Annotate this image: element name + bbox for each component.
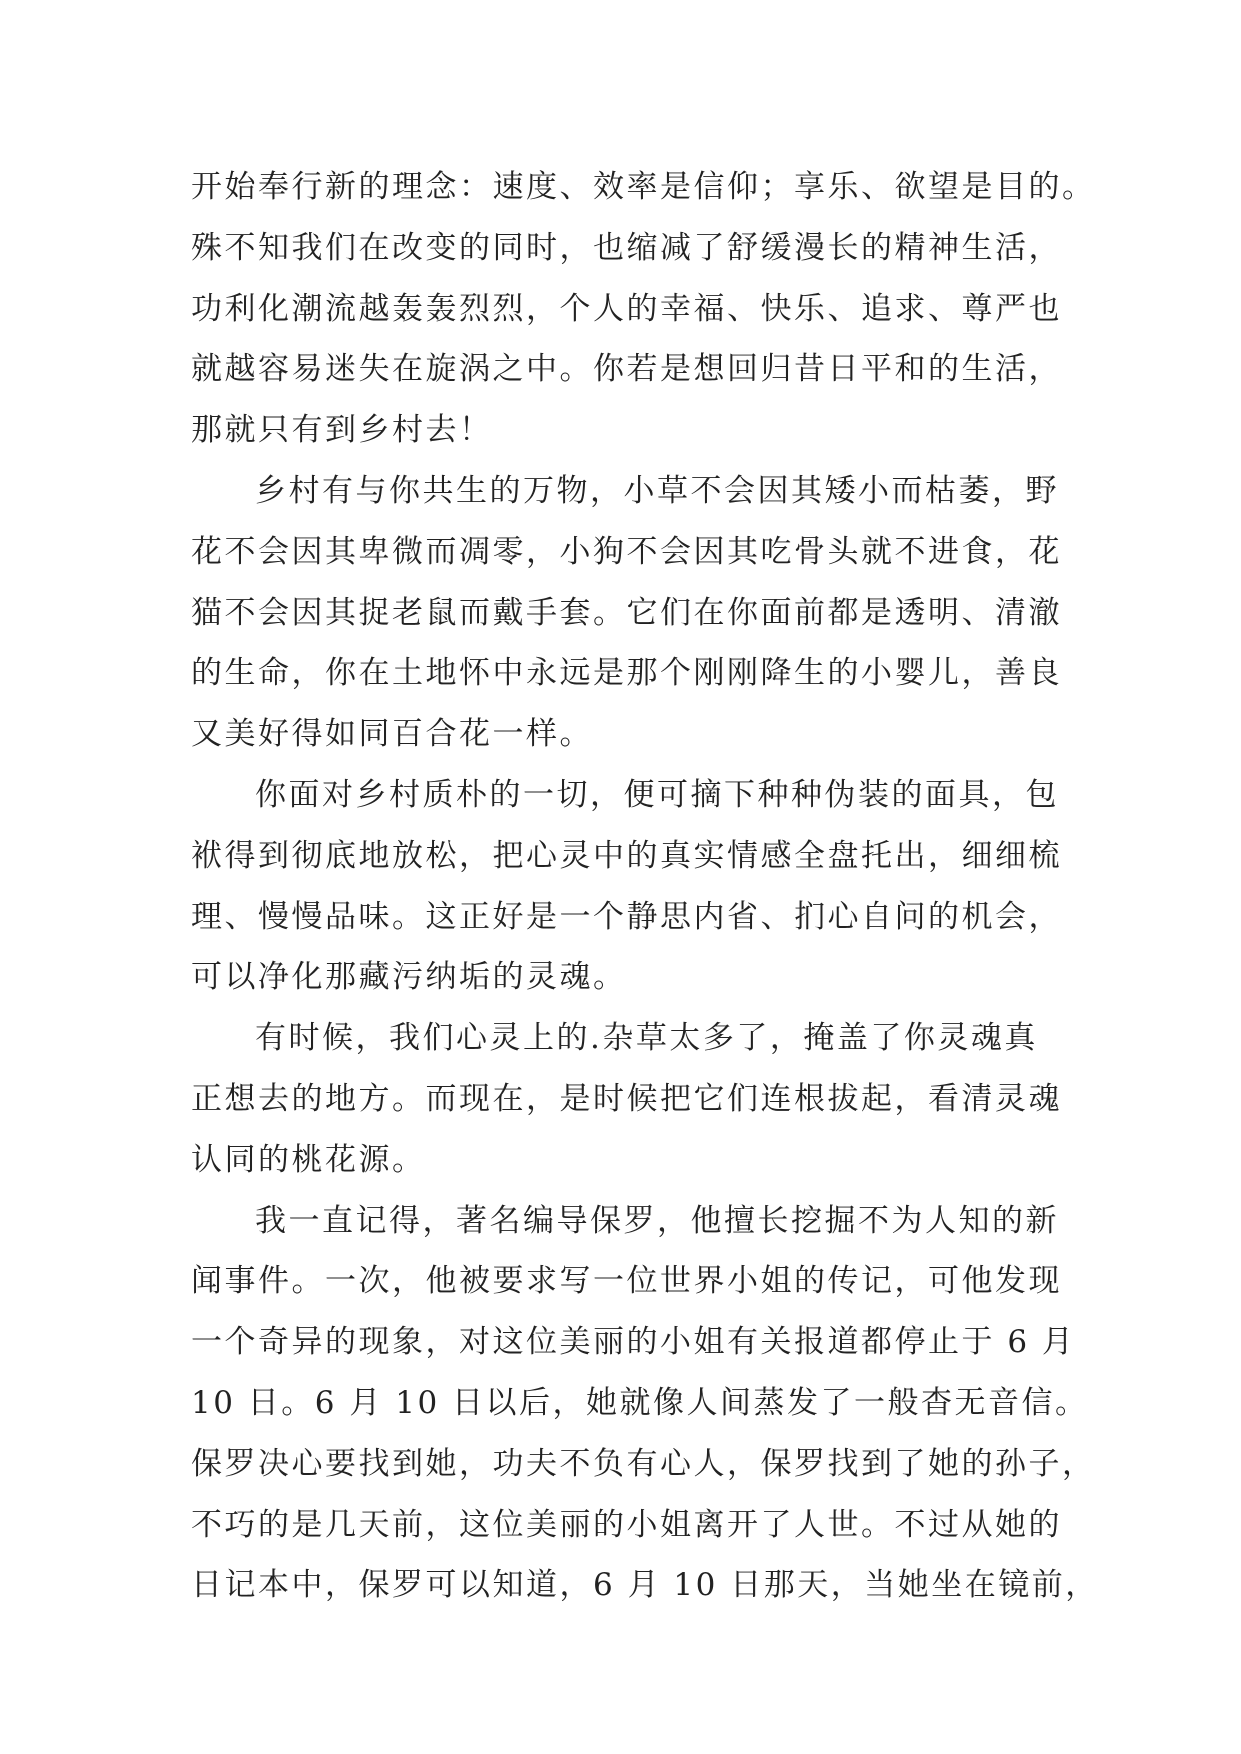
paragraph [191, 157, 1096, 461]
text-line: 保罗决心要找到她，功夫不负有心人，保罗找到了她的孙子， [191, 1445, 1096, 1482]
text-line: 一个奇异的现象，对这位美丽的小姐有关报道都停止于 6 月 [191, 1324, 1076, 1361]
text-line: 乡村有与你共生的万物，小草不会因其矮小而枯萎，野 [255, 472, 1059, 509]
text-line: 有时候，我们心灵上的.杂草太多了，掩盖了你灵魂真 [255, 1020, 1038, 1057]
paragraph [191, 1008, 1071, 1190]
text-line: 可以净化那藏污纳垢的灵魂。 [191, 959, 627, 996]
text-line: 功利化潮流越轰轰烈烈，个人的幸福、快乐、追求、尊严也 [191, 290, 1062, 327]
text-line: 不巧的是几天前，这位美丽的小姐离开了人世。不过从她的 [191, 1506, 1062, 1543]
text-line: 袱得到彻底地放松，把心灵中的真实情感全盘托出，细细梳 [191, 837, 1062, 874]
body-text [191, 157, 1099, 1616]
text-line: 你面对乡村质朴的一切，便可摘下种种伪装的面具，包 [255, 776, 1059, 813]
text-line: 日记本中，保罗可以知道，6 月 10 日那天，当她坐在镜前， [191, 1567, 1099, 1604]
text-line: 正想去的地方。而现在，是时候把它们连根拔起，看清灵魂 [191, 1080, 1062, 1117]
text-line: 就越容易迷失在旋涡之中。你若是想回归昔日平和的生活， [191, 351, 1062, 388]
text-line: 闻事件。一次，他被要求写一位世界小姐的传记，可他发现 [191, 1263, 1062, 1300]
text-line: 开始奉行新的理念：速度、效率是信仰；享乐、欲望是目的。 [191, 169, 1096, 205]
text-line: 认同的桃花源。 [191, 1141, 426, 1178]
text-line: 猫不会因其捉老鼠而戴手套。它们在你面前都是透明、清澈 [191, 594, 1062, 631]
text-line: 花不会因其卑微而凋零，小狗不会因其吃骨头就不进食，花 [191, 533, 1062, 570]
text-line: 10 日。6 月 10 日以后，她就像人间蒸发了一般杳无音信。 [191, 1384, 1089, 1421]
text-line: 殊不知我们在改变的同时，也缩减了舒缓漫长的精神生活， [191, 229, 1062, 266]
paragraph [191, 765, 1071, 1008]
text-line: 理、慢慢品味。这正好是一个静思内省、扪心自问的机会， [191, 898, 1062, 935]
text-line: 我一直记得，著名编导保罗，他擅长挖掘不为人知的新 [255, 1202, 1059, 1239]
paragraph [191, 461, 1071, 765]
text-line: 那就只有到乡村去！ [191, 412, 493, 449]
paragraph [191, 1191, 1099, 1617]
text-line: 又美好得如同百合花一样。 [191, 716, 593, 753]
text-line: 的生命，你在土地怀中永远是那个刚刚降生的小婴儿，善良 [191, 655, 1062, 692]
